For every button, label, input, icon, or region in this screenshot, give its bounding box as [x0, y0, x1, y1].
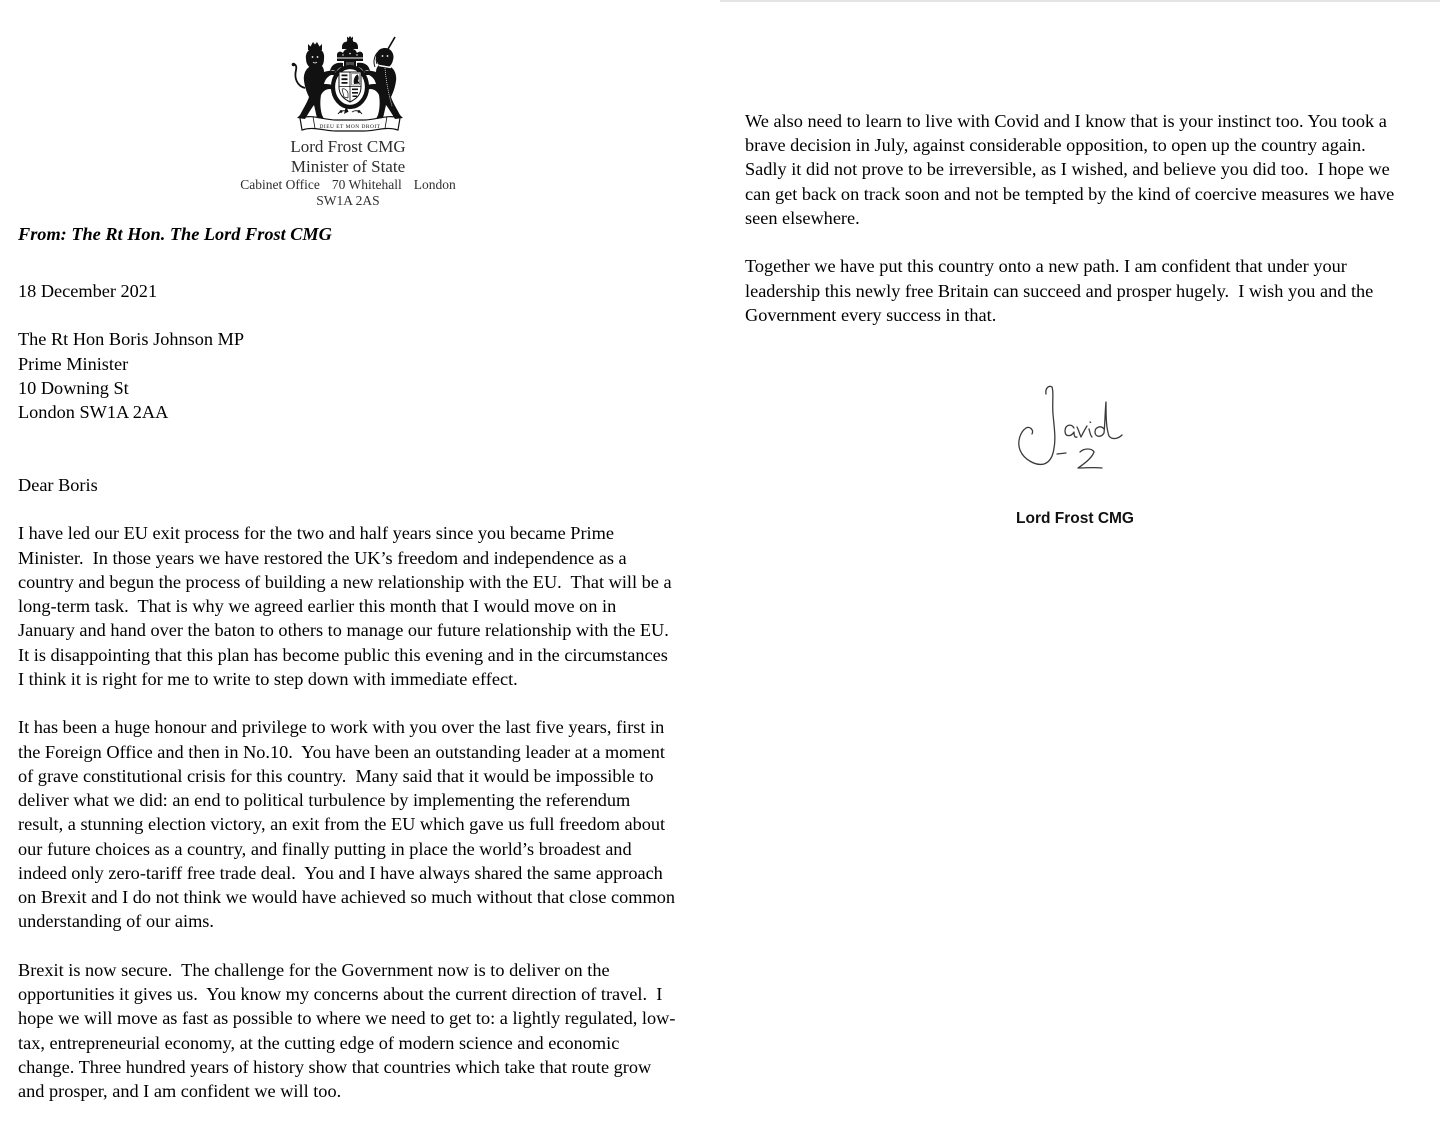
- body-line: Together we have put this country onto a new path. I am confident that under your: [745, 256, 1347, 277]
- body-line: long-term task. That is why we agreed earlier this month that I would move on in: [18, 596, 617, 616]
- body-line: understanding of our aims.: [18, 911, 214, 932]
- body-line: Sadly it did not prove to be irreversible, as I wished, and believe you did too. I hope we: [745, 159, 1390, 180]
- body-line: brave decision in July, against considerable opposition, to open up the country again.: [745, 135, 1366, 155]
- paragraph: [18, 958, 675, 1104]
- paragraph: [18, 715, 675, 933]
- body-line: our future choices as a country, and finally putting in place the world’s broadest and: [18, 838, 632, 859]
- body-line: January and hand over the baton to others to manage our future relationship with the EU.: [18, 620, 669, 641]
- body-line: hope we will move as fast as possible to where we need to get to: a lightly regulated, low-: [18, 1008, 676, 1029]
- body-line: can get back on track soon and not be tempted by the kind of coercive measures we have: [745, 183, 1395, 204]
- recipient-address: [18, 327, 675, 424]
- royal-coat-of-arms-emblem: [290, 36, 410, 132]
- body-line: I have led our EU exit process for the two and half years since you became Prime: [18, 523, 614, 544]
- body-line: change. Three hundred years of history show that countries which take that route grow: [18, 1056, 652, 1077]
- signature-stroke-final-d: [1095, 402, 1122, 439]
- body-line: leadership this newly free Britain can succeed and prosper hugely. I wish you and the: [745, 280, 1374, 301]
- letterhead: [148, 137, 548, 209]
- body-line: indeed only zero-tariff free trade deal. You and I have always shared the same approach: [18, 862, 663, 883]
- salutation: Dear Boris: [18, 474, 98, 495]
- recipient-line: Prime Minister: [18, 353, 129, 374]
- signature-stroke-i: [1089, 422, 1092, 437]
- body-line: of grave constitutional crisis for this country. Many said that it would be impossible to: [18, 765, 654, 786]
- lion-supporter: [292, 42, 336, 119]
- body-line: seen elsewhere.: [745, 207, 860, 228]
- signatory-name: Lord Frost CMG: [1016, 510, 1134, 527]
- paragraph: [745, 109, 1394, 230]
- body-line: Government every success in that.: [745, 304, 997, 325]
- body-line: and prosper, and I am confident we will too.: [18, 1081, 342, 1101]
- letterhead-postcode: SW1A 2AS: [316, 193, 380, 208]
- signature-stroke-a: [1065, 425, 1077, 437]
- signature-stroke-d: [1019, 386, 1055, 464]
- letterhead-title: Minister of State: [290, 157, 406, 176]
- body-line: It has been a huge honour and privilege to work with you over the last five years, first in: [18, 717, 665, 738]
- motto-text: DIEU ET MON DROIT: [319, 124, 381, 130]
- signature-flourish: [1057, 449, 1102, 468]
- body-line: the Foreign Office and then in No.10. You have been an outstanding leader at a moment: [18, 741, 665, 762]
- handwritten-signature: [1010, 382, 1130, 477]
- signature-stroke-v: [1077, 426, 1087, 437]
- address-city: London: [413, 177, 456, 192]
- recipient-line: 10 Downing St: [18, 377, 129, 398]
- motto-banner: [300, 117, 400, 132]
- body-line: Minister. In those years we have restored the UK’s freedom and independence as a: [18, 547, 627, 568]
- letter-body-page-2: [745, 109, 1394, 327]
- body-line: country and begun the process of building a new relationship with the EU. That will be a: [18, 571, 672, 592]
- recipient-line: London SW1A 2AA: [18, 402, 169, 422]
- recipient-line: The Rt Hon Boris Johnson MP: [18, 329, 244, 350]
- from-line: From: The Rt Hon. The Lord Frost CMG: [18, 223, 332, 244]
- body-line: result, a stunning election victory, an exit from the EU which gave us full freedom about: [18, 814, 666, 835]
- paragraph: [18, 521, 675, 691]
- address-office: Cabinet Office: [240, 177, 320, 192]
- letter-body-page-1: [18, 279, 675, 1104]
- body-line: deliver what we did: an end to political turbulence by implementing the referendum: [18, 790, 631, 810]
- shield-with-garter: [333, 67, 367, 114]
- body-line: We also need to learn to live with Covid and I know that is your instinct too. You took a: [745, 110, 1387, 131]
- letterhead-address: [148, 177, 548, 193]
- body-line: I think it is right for me to write to step down with immediate effect.: [18, 668, 518, 689]
- unicorn-supporter: [364, 37, 403, 119]
- letter-date: 18 December 2021: [18, 280, 158, 301]
- address-street: 70 Whitehall: [331, 177, 402, 192]
- body-line: on Brexit and I do not think we would have achieved so much without that close common: [18, 887, 675, 907]
- body-line: tax, entrepreneurial economy, at the cutting edge of modern science and economic: [18, 1032, 620, 1053]
- paragraph: [745, 254, 1394, 327]
- body-line: Brexit is now secure. The challenge for the Government now is to deliver on the: [18, 959, 610, 980]
- body-line: opportunities it gives us. You know my concerns about the current direction of travel. I: [18, 984, 663, 1004]
- body-line: It is disappointing that this plan has become public this evening and in the circumstances: [18, 644, 668, 665]
- letter-page-2: [720, 0, 1440, 1138]
- letterhead-name: Lord Frost CMG: [290, 137, 406, 156]
